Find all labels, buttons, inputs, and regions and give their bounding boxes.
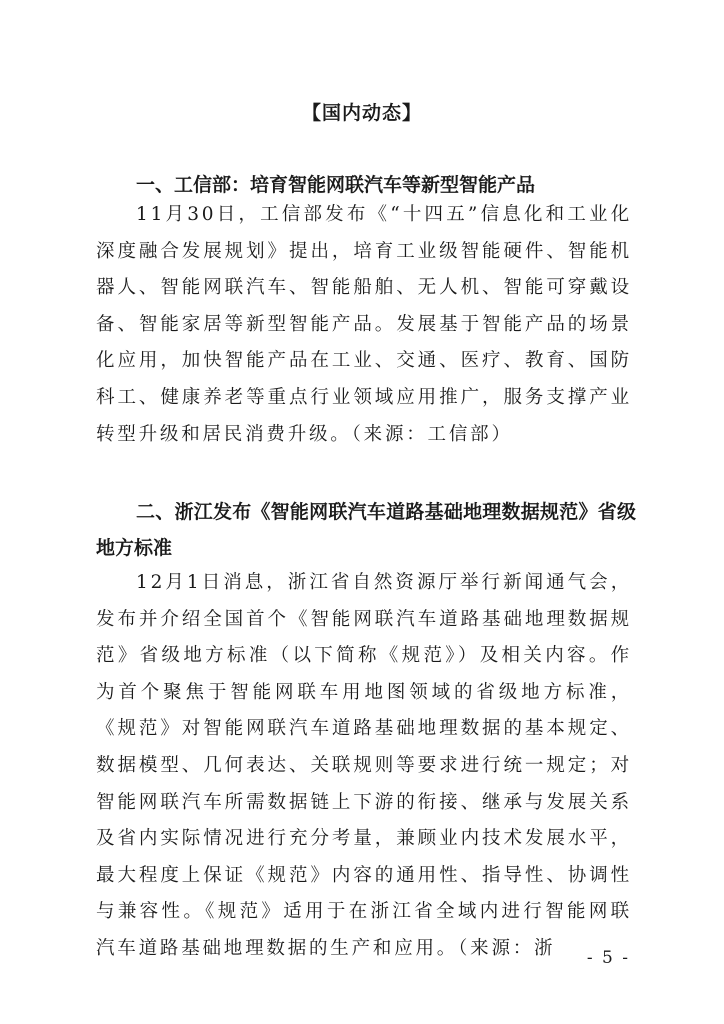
article-1-body: 11月30日，工信部发布《“十四五”信息化和工业化深度融合发展规划》提出，培育工业级智能硬件、智能机器人、智能网联汽车、智能船舶、无人机、智能可穿戴设备、智能家居等新型智能产品。发展基于智能产品的场景化应用，加快智能产品在工业、交通、医疗、教育、国防科工、健康养老等重点行业领域应用推广，服务支撑产业转型升级和居民消费升级。（来源：工信部） [96,204,632,445]
article-1-heading: 一、工信部：培育智能网联汽车等新型智能产品 [136,174,536,196]
page-number: - 5 - [586,948,630,968]
article-2-heading: 二、浙江发布《智能网联汽车道路基础地理数据规范》省级地方标准 [96,501,636,559]
section-title: 【国内动态】 [301,102,422,124]
article-2-body: 12月1日消息，浙江省自然资源厅举行新闻通气会，发布并介绍全国首个《智能网联汽车道路基础地理数据规范》省级地方标准（以下简称《规范》）及相关内容。作为首个聚焦于智能网联车用地图领域的省级地方标准，《规范》对智能网联汽车道路基础地理数据的基本规定、数据模型、几何表达、关联规则等要求进行统一规定；对智能网联汽车所需数据链上下游的衔接、继承与发展关系及省内实际情况进行充分考量，兼顾业内技术发展水平，最大程度上保证《规范》内容的通用性、指导性、协调性与兼容性。《规范》适用于在浙江省全域内进行智能网联汽车道路基础地理数据的生产和应用。（来源：浙 [96,572,632,959]
